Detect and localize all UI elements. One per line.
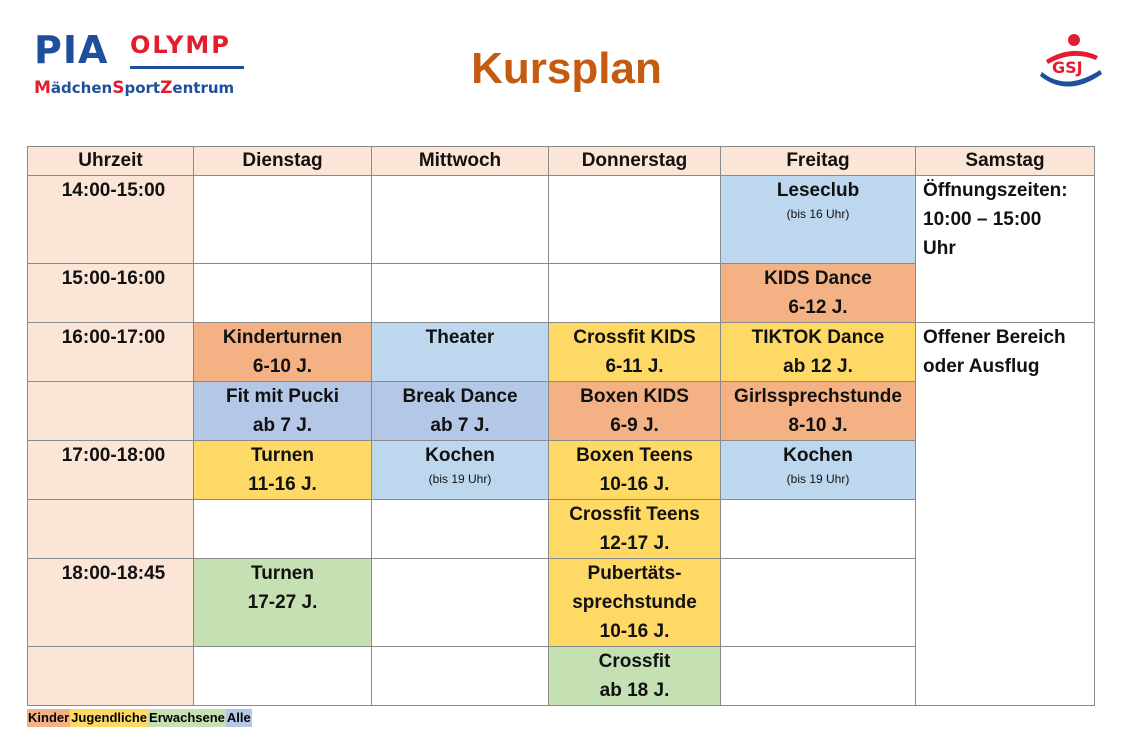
course-age: 10-16 J. — [599, 621, 670, 642]
course-age: 6-11 J. — [605, 356, 664, 377]
course-title: Kochen — [425, 445, 495, 466]
course-kochen-fri — [721, 441, 916, 500]
time-cell: 14:00-15:00 — [28, 176, 194, 264]
course-title-line1: Pubertäts- — [587, 563, 682, 584]
course-age: 17-27 J. — [247, 592, 318, 613]
header-mittwoch: Mittwoch — [372, 147, 549, 176]
course-title: KIDS Dance — [764, 268, 872, 289]
course-title: Crossfit Teens — [569, 504, 700, 525]
course-note: (bis 19 Uhr) — [786, 472, 850, 486]
empty-cell — [372, 264, 549, 323]
header-freitag: Freitag — [721, 147, 916, 176]
legend-kinder: Kinder — [28, 710, 70, 725]
course-title: Turnen — [251, 563, 314, 584]
saturday-hours-label: Öffnungszeiten: — [923, 180, 1068, 201]
course-title: Boxen Teens — [576, 445, 693, 466]
course-age: 12-17 J. — [599, 533, 670, 554]
legend-erwachsene: Erwachsene — [149, 710, 225, 725]
empty-cell — [194, 500, 372, 559]
course-boxen-teens — [549, 441, 721, 500]
empty-cell — [194, 176, 372, 264]
empty-cell — [372, 559, 549, 647]
course-crossfit-teens — [549, 500, 721, 559]
course-girlssprechstunde — [721, 382, 916, 441]
course-age: 6-9 J. — [610, 415, 659, 436]
course-crossfit-kids — [549, 323, 721, 382]
course-title: TIKTOK Dance — [751, 327, 885, 348]
schedule-table — [27, 146, 1095, 706]
time-cell — [28, 647, 194, 706]
empty-cell — [372, 500, 549, 559]
course-tiktok-dance — [721, 323, 916, 382]
header-samstag: Samstag — [916, 147, 1095, 176]
time-cell — [28, 382, 194, 441]
course-turnen-adults — [194, 559, 372, 647]
course-age: 11-16 J. — [248, 474, 317, 495]
course-title: Break Dance — [402, 386, 518, 407]
logo-tagline: MädchenSportZentrum — [34, 78, 235, 98]
course-age: 6-10 J. — [252, 356, 313, 377]
header-dienstag: Dienstag — [194, 147, 372, 176]
color-legend — [27, 709, 252, 727]
course-kids-dance — [721, 264, 916, 323]
course-age: ab 12 J. — [783, 356, 853, 377]
header-uhrzeit: Uhrzeit — [28, 147, 194, 176]
course-title: Theater — [425, 327, 495, 348]
course-title: Crossfit — [598, 651, 671, 672]
course-title: Boxen KIDS — [580, 386, 689, 407]
legend-alle: Alle — [226, 710, 251, 725]
course-title: Kochen — [783, 445, 853, 466]
saturday-hours-unit: Uhr — [923, 238, 956, 259]
empty-cell — [549, 176, 721, 264]
gsj-logo — [1036, 32, 1108, 94]
course-title-line2: sprechstunde — [572, 592, 697, 613]
course-fit-mit-pucki — [194, 382, 372, 441]
table-row — [28, 323, 1095, 382]
course-age: 10-16 J. — [599, 474, 670, 495]
course-note: (bis 19 Uhr) — [428, 472, 492, 486]
gsj-text: GSJ — [1052, 58, 1083, 77]
course-boxen-kids — [549, 382, 721, 441]
course-age: 8-10 J. — [788, 415, 848, 436]
course-title: Girlssprechstunde — [734, 386, 902, 407]
empty-cell — [372, 176, 549, 264]
saturday-open-line1: Offener Bereich — [923, 327, 1066, 348]
empty-cell — [372, 647, 549, 706]
course-age: ab 7 J. — [430, 415, 490, 436]
course-note: (bis 16 Uhr) — [786, 207, 850, 221]
course-age: ab 7 J. — [252, 415, 313, 436]
time-cell — [28, 500, 194, 559]
empty-cell — [721, 500, 916, 559]
saturday-open-cell — [916, 323, 1095, 706]
course-title: Crossfit KIDS — [573, 327, 696, 348]
course-title: Turnen — [251, 445, 314, 466]
course-crossfit-adults — [549, 647, 721, 706]
course-age: ab 18 J. — [599, 680, 670, 701]
course-title: Leseclub — [776, 180, 860, 201]
header-donnerstag: Donnerstag — [549, 147, 721, 176]
saturday-open-line2: oder Ausflug — [923, 356, 1040, 377]
empty-cell — [194, 264, 372, 323]
empty-cell — [194, 647, 372, 706]
course-break-dance — [372, 382, 549, 441]
time-cell: 17:00-18:00 — [28, 441, 194, 500]
legend-jugendliche: Jugendliche — [71, 710, 148, 725]
time-cell: 18:00-18:45 — [28, 559, 194, 647]
empty-cell — [721, 559, 916, 647]
saturday-hours-cell — [916, 176, 1095, 323]
empty-cell — [721, 647, 916, 706]
time-cell: 15:00-16:00 — [28, 264, 194, 323]
course-turnen-teens — [194, 441, 372, 500]
saturday-hours-value: 10:00 – 15:00 — [923, 209, 1042, 230]
logo-pia-text: PIA — [34, 28, 109, 72]
header-row — [28, 147, 1095, 176]
course-title: Kinderturnen — [222, 327, 343, 348]
course-kochen-wed — [372, 441, 549, 500]
course-theater — [372, 323, 549, 382]
course-age: 6-12 J. — [788, 297, 848, 318]
page-title: Kursplan — [471, 44, 662, 93]
empty-cell — [549, 264, 721, 323]
course-title: Fit mit Pucki — [226, 386, 339, 407]
logo-olymp-text: OLYMP — [130, 31, 231, 59]
table-row — [28, 176, 1095, 264]
course-leseclub — [721, 176, 916, 264]
course-pubertaetssprechstunde — [549, 559, 721, 647]
course-kinderturnen — [194, 323, 372, 382]
time-cell: 16:00-17:00 — [28, 323, 194, 382]
